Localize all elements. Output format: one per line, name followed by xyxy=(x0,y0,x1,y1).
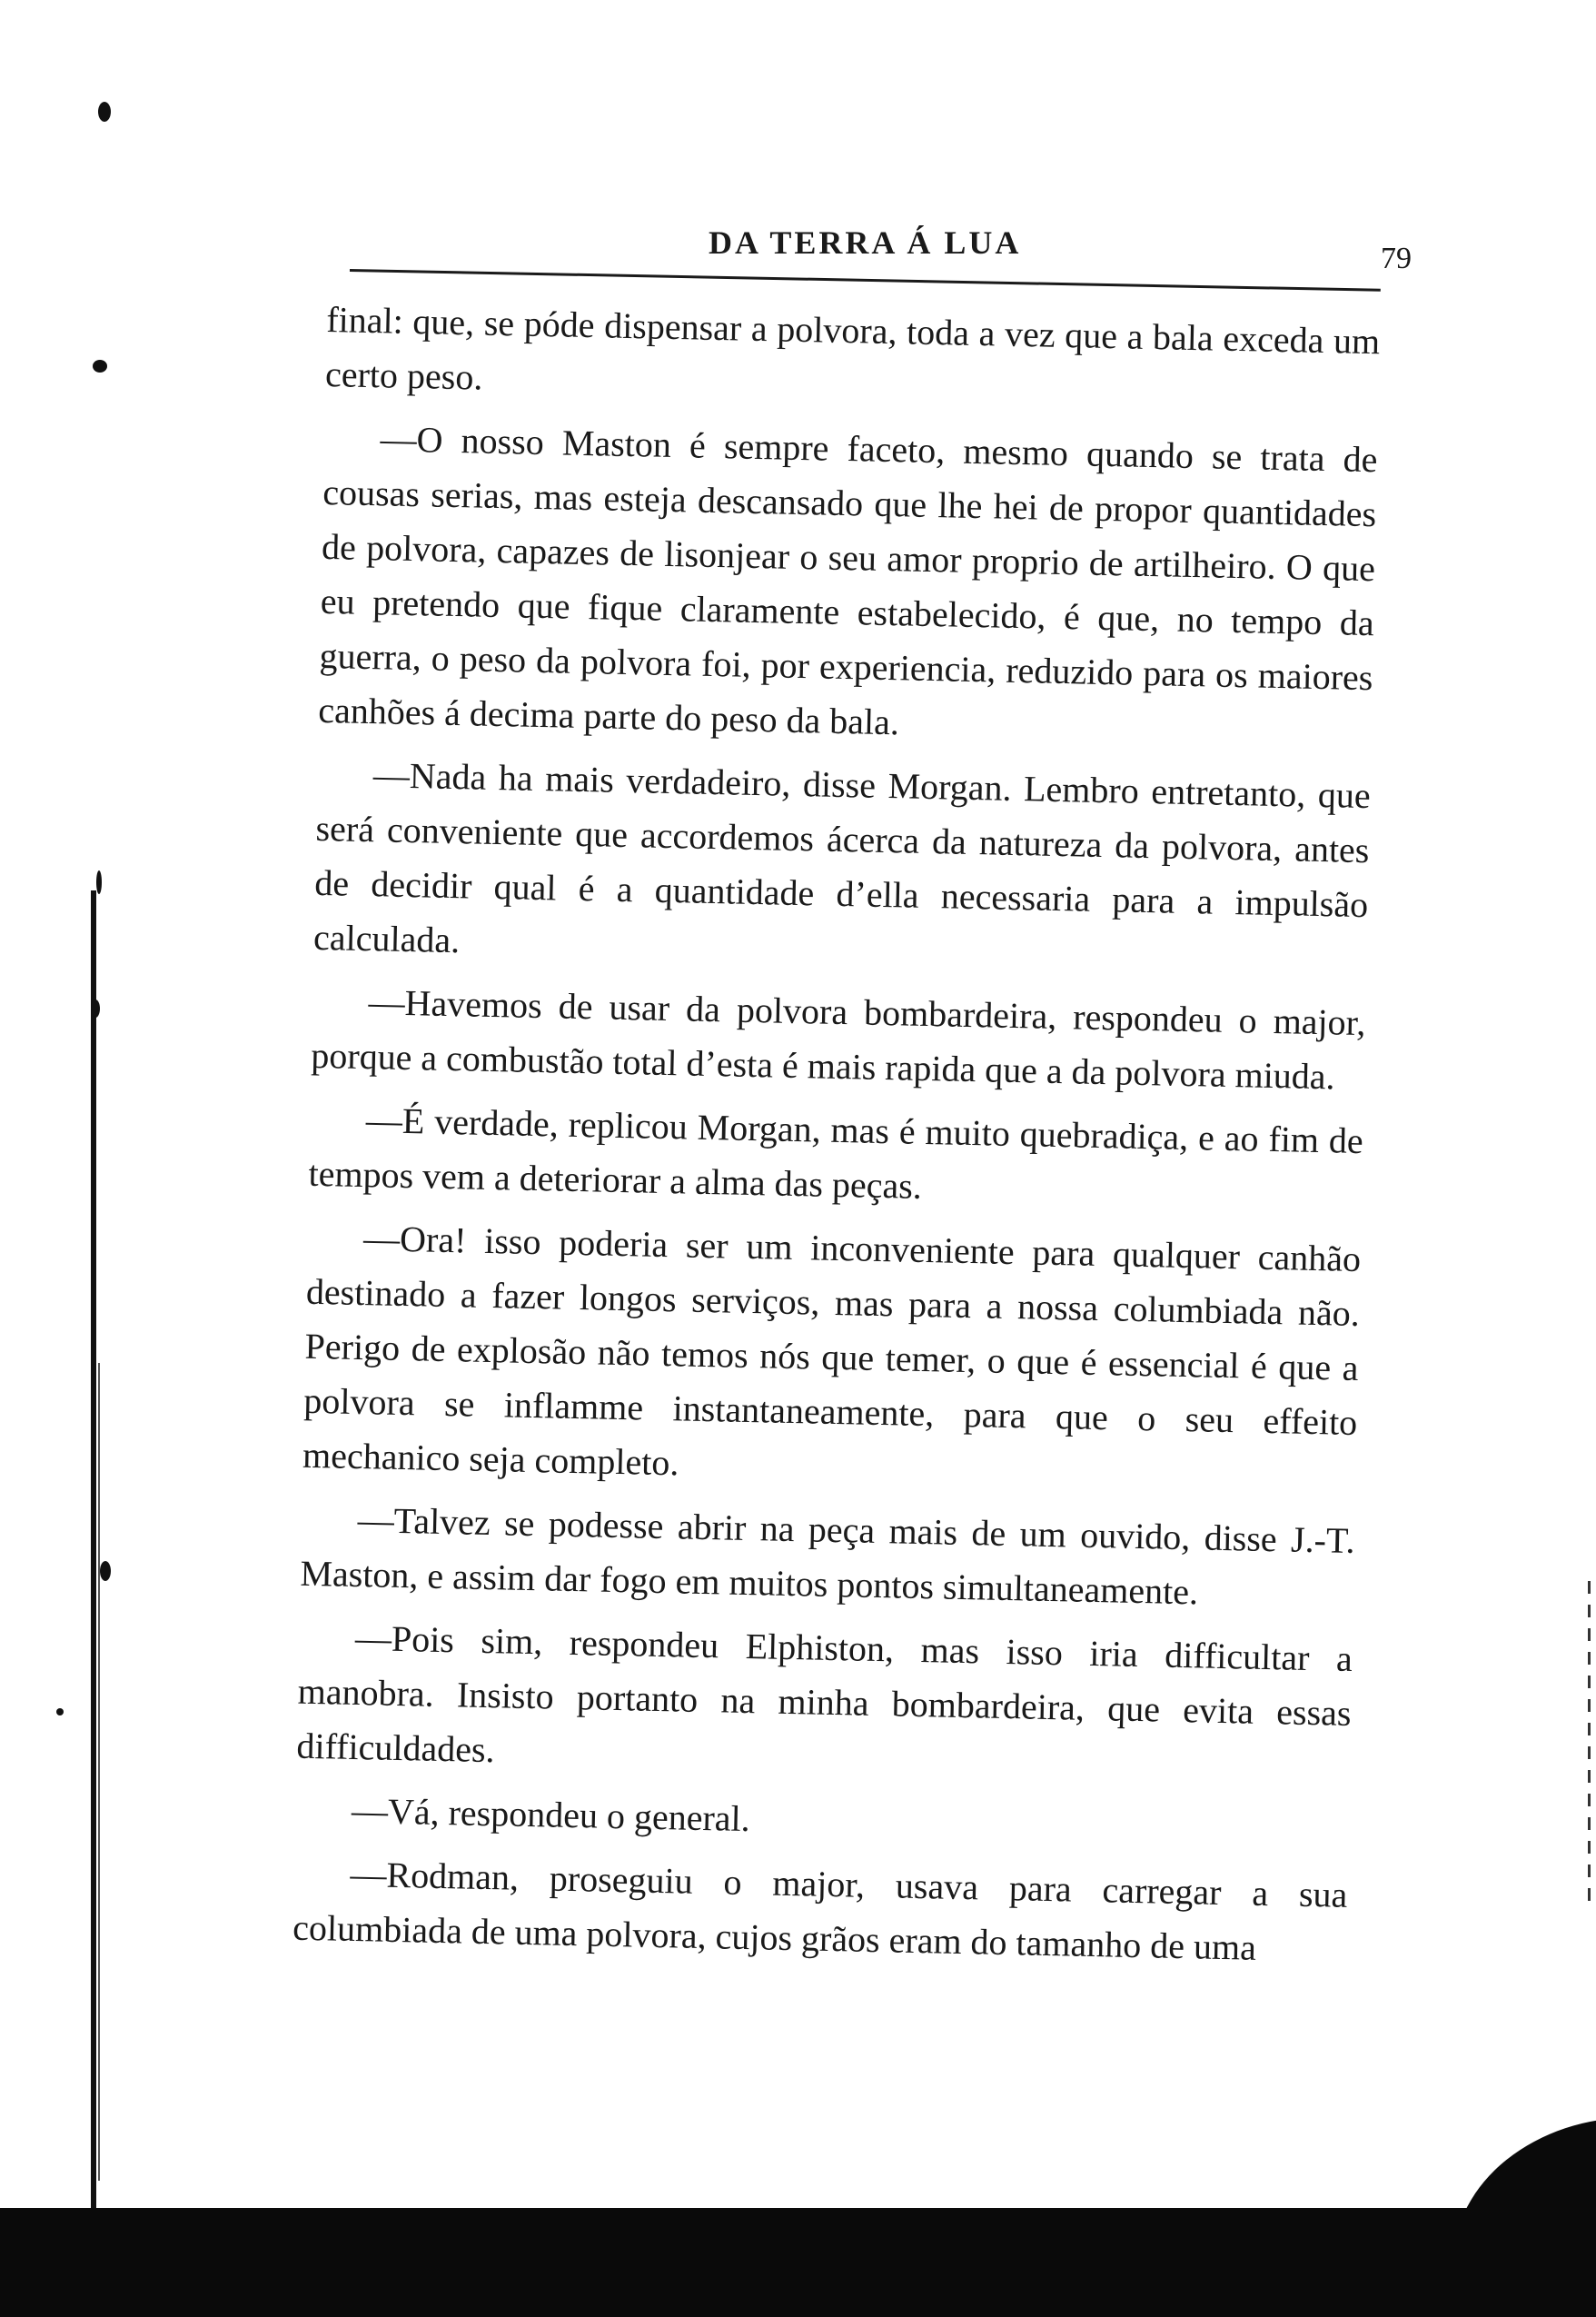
paragraph: —Havemos de usar da polvora bombardeira, respondeu o major, porque a combustão total d’esta é mais rapida que a da polvora miuda. xyxy=(310,981,1366,1098)
paragraph: final: que, se póde dispensar a polvora, toda a vez que a bala exceda um certo peso. xyxy=(324,298,1381,398)
binding-edge xyxy=(91,890,96,2217)
body-text xyxy=(292,293,1380,1986)
paragraph: —Vá, respondeu o general. xyxy=(351,1789,751,1840)
paragraph: —Rodman, proseguiu o major, usava para carregar a sua columbiada de uma polvora, cujos grãos eram do tamanho de uma xyxy=(292,1853,1348,1968)
paragraph: —Pois sim, respondeu Elphiston, mas isso iria difficultar a manobra. Insisto portanto na minha bombardeira, que evita essas difficuldades. xyxy=(296,1616,1353,1771)
paragraph: —É verdade, replicou Morgan, mas é muito quebradiça, e ao fim de tempos vem a deteriorar a alma das peças. xyxy=(308,1099,1364,1207)
page-edge-right xyxy=(1588,1581,1591,1908)
page-number: 79 xyxy=(1381,242,1412,275)
ink-speck xyxy=(100,1561,111,1581)
ink-speck xyxy=(91,999,100,1018)
binding-edge-thin xyxy=(98,1363,100,2181)
ink-speck xyxy=(96,870,102,894)
running-header: DA TERRA Á LUA xyxy=(709,224,1022,261)
paragraph: —O nosso Maston é sempre faceto, mesmo quando se trata de cousas serias, mas esteja descansado que lhe hei de propor quantidades de polvora, capazes de lisonjear o seu amor proprio de artilheiro. O que eu pretendo que fique claramente estabelecido, é que, no tempo da guerra, o peso da polvora foi, por experiencia, reduzido para os maiores canhões á decima parte do peso da bala. xyxy=(317,418,1378,743)
header-rule xyxy=(350,269,1381,292)
ink-speck xyxy=(98,102,111,122)
paragraph: —Ora! isso poderia ser um inconveniente para qualquer canhão destinado a fazer longos serviços, mas para a nossa columbiada não. Perigo de explosão não temos nós que temer, o que é essencial é que a polvora se inflamme instantaneamente, para que o seu effeito mechanico seja completo. xyxy=(302,1218,1362,1484)
ink-speck xyxy=(56,1708,64,1715)
paragraph: —Talvez se podesse abrir na peça mais de um ouvido, disse J.-T. Maston, e assim dar fogo em muitos pontos simultaneamente. xyxy=(300,1499,1355,1613)
paragraph: —Nada ha mais verdadeiro, disse Morgan. Lembro entretanto, que será conveniente que accordemos ácerca da natureza da polvora, antes de decidir qual é a quantidade d’ella necessaria para a impulsão calculada. xyxy=(312,754,1372,961)
ink-speck xyxy=(93,360,107,373)
scan-shadow-bottom xyxy=(0,2208,1596,2317)
